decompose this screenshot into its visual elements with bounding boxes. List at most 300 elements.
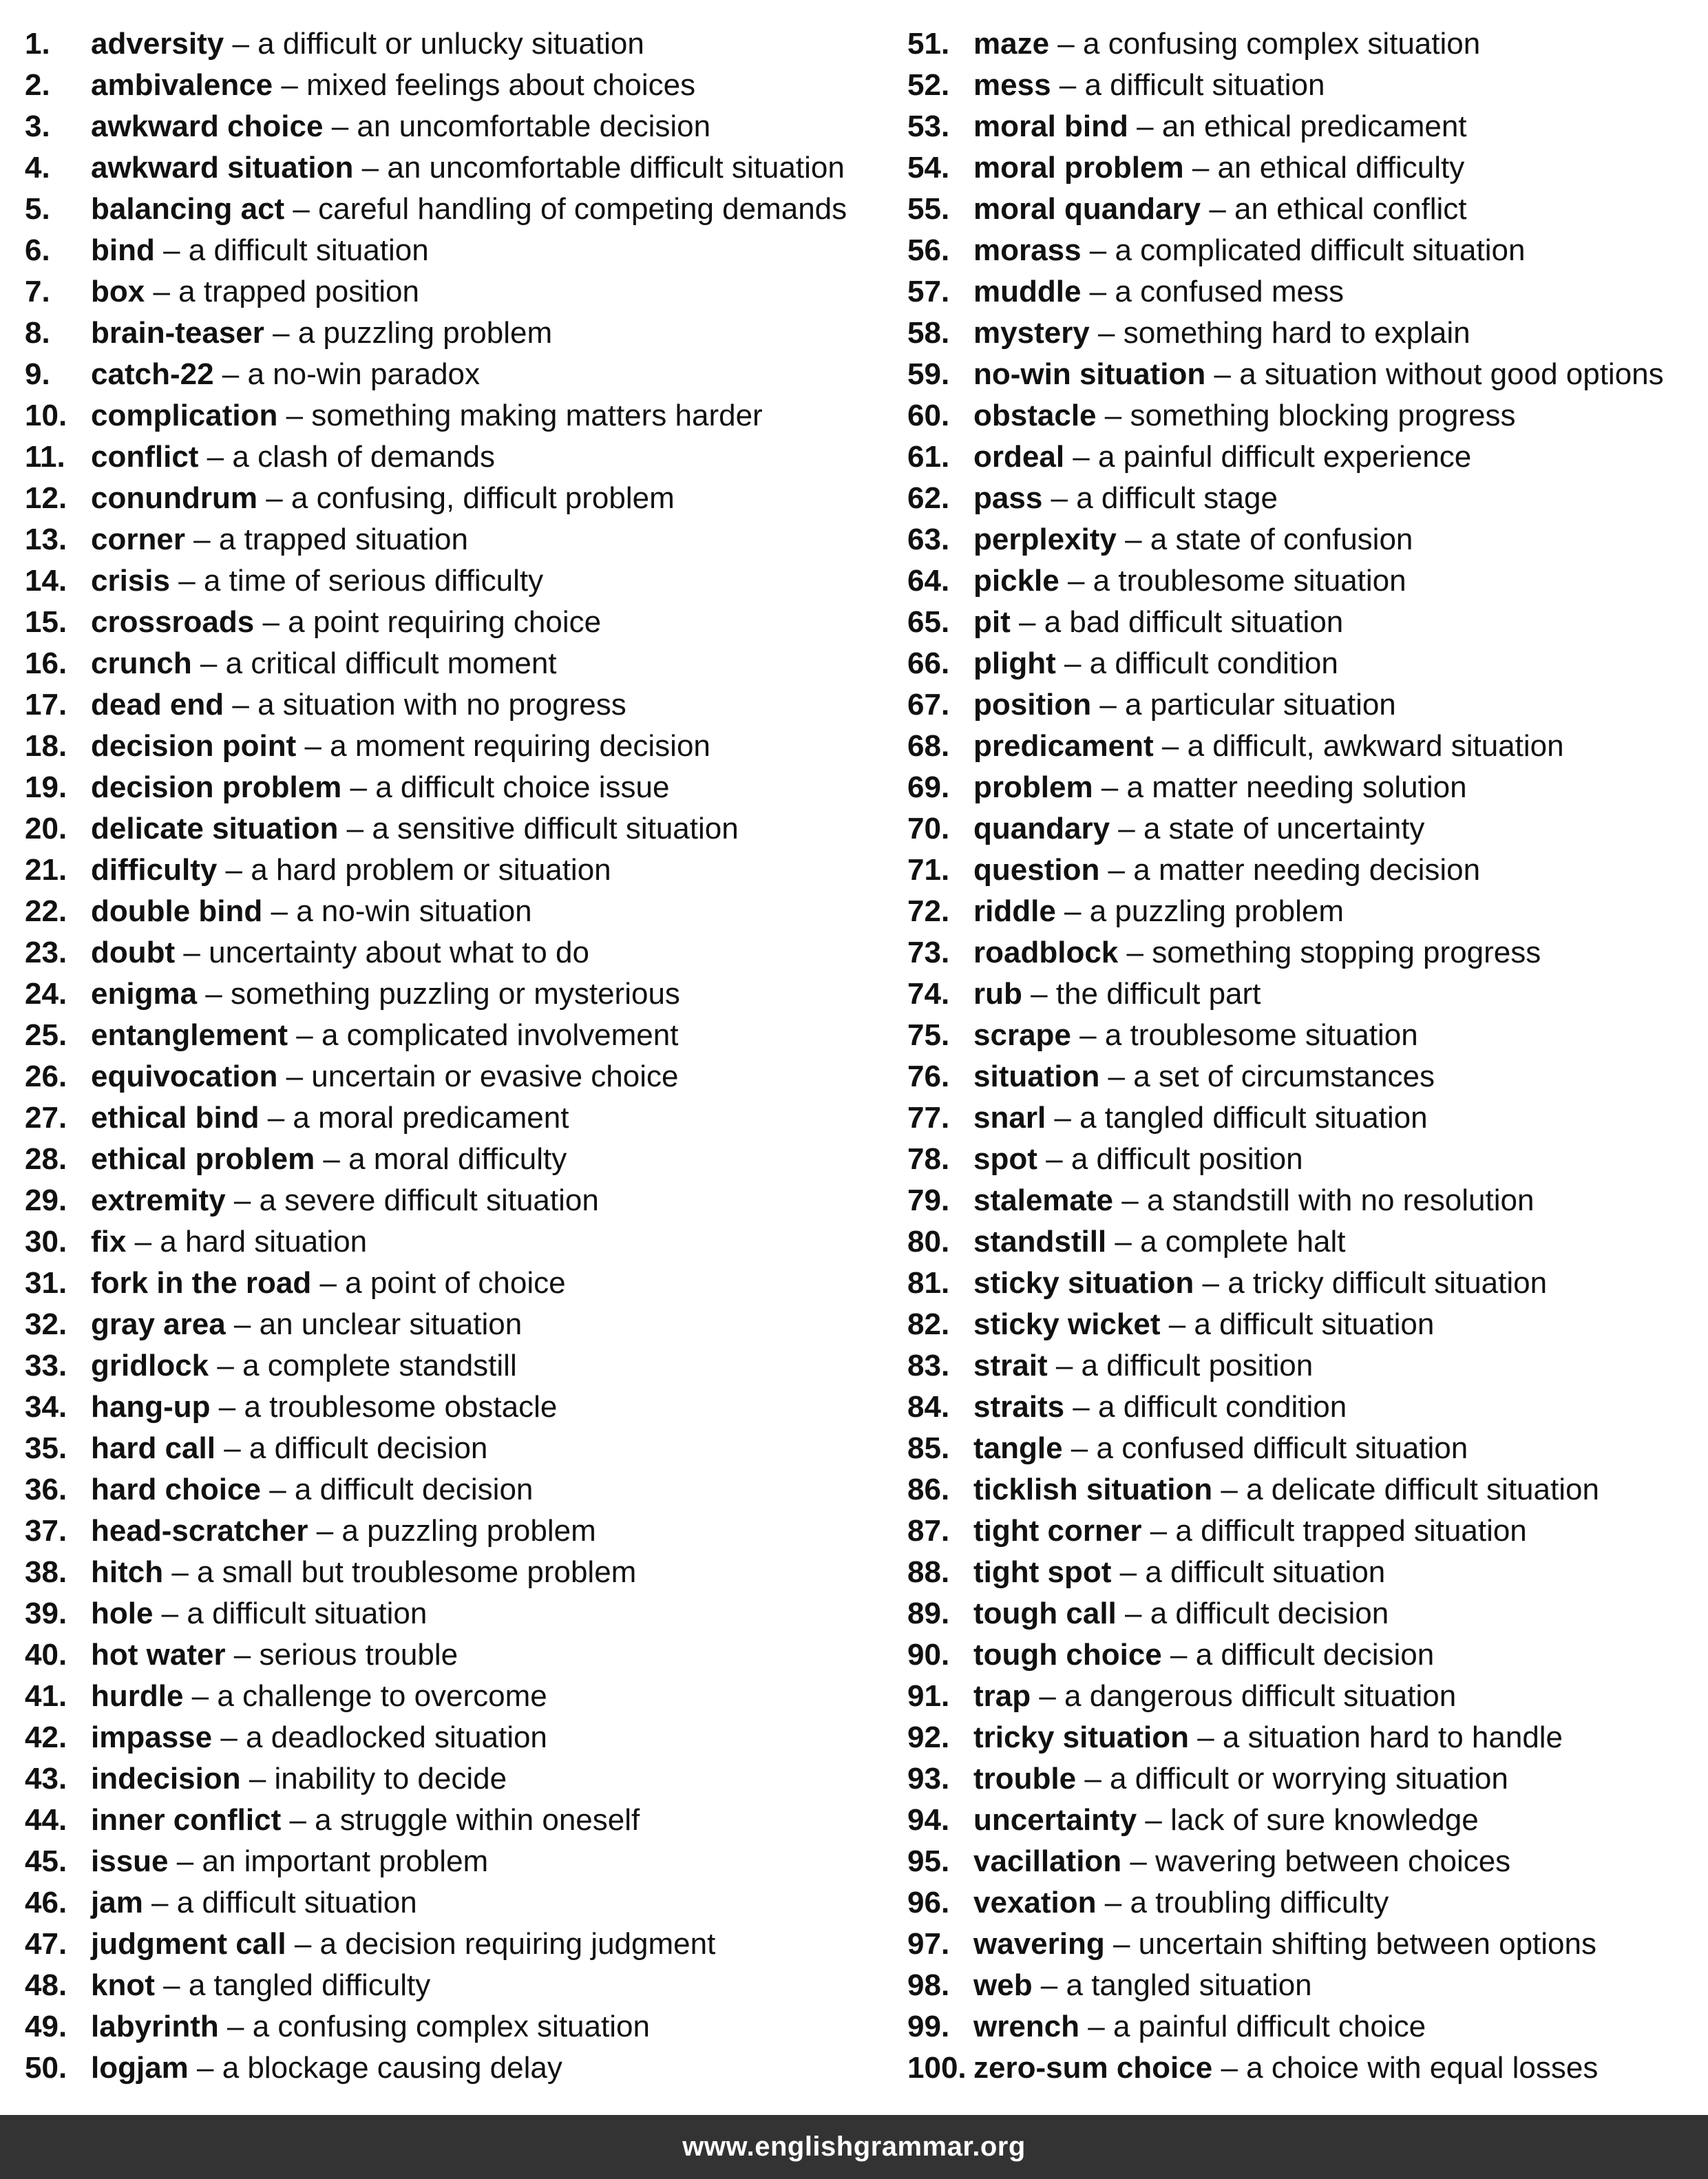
item-number: 100. bbox=[907, 2051, 967, 2085]
item-separator: – bbox=[1128, 109, 1162, 143]
item-separator: – bbox=[1118, 936, 1152, 969]
item-definition: a state of uncertainty bbox=[1143, 812, 1425, 845]
item-separator: – bbox=[262, 894, 297, 928]
list-item bbox=[907, 602, 1699, 643]
item-definition: a difficult position bbox=[1071, 1142, 1303, 1176]
item-number: 58. bbox=[907, 316, 950, 350]
list-item bbox=[25, 189, 878, 230]
item-separator: – bbox=[254, 605, 288, 639]
item-number: 83. bbox=[907, 1349, 950, 1382]
item-definition: a difficult situation bbox=[187, 1597, 428, 1630]
item-separator: – bbox=[284, 192, 319, 226]
item-separator: – bbox=[143, 1886, 177, 1919]
item-number: 25. bbox=[25, 1018, 67, 1052]
list-item bbox=[25, 1304, 878, 1345]
item-definition: a puzzling problem bbox=[297, 316, 553, 350]
item-number: 3. bbox=[25, 109, 50, 143]
list-item bbox=[907, 973, 1699, 1015]
item-term: tangle bbox=[973, 1431, 1063, 1465]
item-term: decision point bbox=[91, 729, 297, 763]
item-separator: – bbox=[308, 1514, 342, 1548]
item-term: perplexity bbox=[973, 523, 1117, 556]
item-definition: a hard problem or situation bbox=[251, 853, 611, 887]
item-term: hot water bbox=[91, 1638, 226, 1672]
item-separator: – bbox=[1212, 2051, 1247, 2085]
item-separator: – bbox=[1062, 1431, 1097, 1465]
item-separator: – bbox=[281, 1803, 315, 1837]
item-definition: a situation without good options bbox=[1239, 357, 1664, 391]
item-term: obstacle bbox=[973, 399, 1097, 432]
item-separator: – bbox=[1047, 1349, 1082, 1382]
item-number: 82. bbox=[907, 1307, 950, 1341]
item-number: 57. bbox=[907, 275, 950, 308]
item-separator: – bbox=[1194, 1266, 1228, 1300]
list-item bbox=[25, 1758, 878, 1800]
item-separator: – bbox=[1081, 233, 1115, 267]
item-term: catch-22 bbox=[91, 357, 214, 391]
item-separator: – bbox=[264, 316, 298, 350]
item-term: corner bbox=[91, 523, 185, 556]
item-separator: – bbox=[323, 109, 357, 143]
item-definition: a blockage causing delay bbox=[222, 2051, 562, 2085]
item-number: 27. bbox=[25, 1101, 67, 1135]
list-item bbox=[25, 2006, 878, 2048]
item-definition: a matter needing decision bbox=[1133, 853, 1481, 887]
item-definition: an ethical predicament bbox=[1161, 109, 1467, 143]
list-item bbox=[25, 560, 878, 602]
item-definition: a complicated involvement bbox=[321, 1018, 679, 1052]
list-item bbox=[25, 1015, 878, 1056]
item-number: 67. bbox=[907, 688, 950, 722]
item-number: 6. bbox=[25, 233, 50, 267]
item-number: 79. bbox=[907, 1183, 950, 1217]
item-separator: – bbox=[1046, 1101, 1080, 1135]
item-separator: – bbox=[154, 233, 189, 267]
item-definition: a complete halt bbox=[1140, 1225, 1346, 1259]
item-term: entanglement bbox=[91, 1018, 288, 1052]
item-separator: – bbox=[1089, 316, 1124, 350]
item-definition: a deadlocked situation bbox=[246, 1720, 547, 1754]
list-item bbox=[907, 891, 1699, 932]
item-term: strait bbox=[973, 1349, 1048, 1382]
item-definition: a painful difficult experience bbox=[1097, 440, 1472, 474]
item-definition: lack of sure knowledge bbox=[1170, 1803, 1479, 1837]
list-item bbox=[25, 1345, 878, 1387]
item-separator: – bbox=[210, 1390, 244, 1424]
item-separator: – bbox=[1049, 27, 1083, 61]
list-item bbox=[25, 1428, 878, 1469]
item-number: 71. bbox=[907, 853, 950, 887]
item-term: hard choice bbox=[91, 1473, 261, 1506]
list-item bbox=[907, 1015, 1699, 1056]
list-item bbox=[25, 271, 878, 313]
item-separator: – bbox=[341, 770, 376, 804]
item-separator: – bbox=[1037, 1142, 1071, 1176]
item-term: moral quandary bbox=[973, 192, 1201, 226]
item-term: trouble bbox=[973, 1762, 1077, 1796]
item-separator: – bbox=[215, 1431, 249, 1465]
item-definition: something puzzling or mysterious bbox=[230, 977, 680, 1011]
item-number: 60. bbox=[907, 399, 950, 432]
item-number: 37. bbox=[25, 1514, 67, 1548]
item-definition: the difficult part bbox=[1055, 977, 1261, 1011]
item-number: 26. bbox=[25, 1060, 67, 1093]
item-definition: inability to decide bbox=[274, 1762, 507, 1796]
item-term: brain-teaser bbox=[91, 316, 264, 350]
item-number: 64. bbox=[907, 564, 950, 598]
item-number: 77. bbox=[907, 1101, 950, 1135]
item-definition: a difficult situation bbox=[1194, 1307, 1435, 1341]
item-number: 19. bbox=[25, 770, 67, 804]
item-number: 2. bbox=[25, 68, 50, 102]
list-item bbox=[907, 932, 1699, 973]
list-item bbox=[25, 1924, 878, 1965]
list-item bbox=[25, 106, 878, 147]
item-definition: a painful difficult choice bbox=[1113, 2010, 1426, 2043]
list-item bbox=[25, 65, 878, 106]
list-item bbox=[25, 1263, 878, 1304]
item-term: rub bbox=[973, 977, 1022, 1011]
item-separator: – bbox=[338, 812, 372, 845]
item-number: 95. bbox=[907, 1844, 950, 1878]
item-definition: a difficult situation bbox=[176, 1886, 417, 1919]
item-term: ticklish situation bbox=[973, 1473, 1213, 1506]
list-item bbox=[25, 478, 878, 519]
item-number: 28. bbox=[25, 1142, 67, 1176]
list-item bbox=[25, 1882, 878, 1924]
item-term: impasse bbox=[91, 1720, 213, 1754]
item-number: 5. bbox=[25, 192, 50, 226]
item-definition: mixed feelings about choices bbox=[306, 68, 696, 102]
list-item bbox=[907, 1097, 1699, 1139]
item-separator: – bbox=[1081, 275, 1115, 308]
item-number: 97. bbox=[907, 1927, 950, 1961]
item-number: 7. bbox=[25, 275, 50, 308]
item-term: predicament bbox=[973, 729, 1154, 763]
list-item bbox=[907, 271, 1699, 313]
item-definition: something blocking progress bbox=[1130, 399, 1516, 432]
item-term: morass bbox=[973, 233, 1082, 267]
item-separator: – bbox=[224, 27, 258, 61]
item-number: 65. bbox=[907, 605, 950, 639]
item-separator: – bbox=[1091, 688, 1126, 722]
item-separator: – bbox=[1031, 1679, 1065, 1713]
item-term: enigma bbox=[91, 977, 198, 1011]
list-item bbox=[907, 1387, 1699, 1428]
item-number: 11. bbox=[25, 440, 65, 474]
item-definition: a tangled difficulty bbox=[188, 1968, 431, 2002]
item-separator: – bbox=[1116, 1597, 1150, 1630]
item-separator: – bbox=[218, 2010, 253, 2043]
item-term: sticky wicket bbox=[973, 1307, 1161, 1341]
list-item bbox=[907, 1263, 1699, 1304]
item-term: web bbox=[973, 1968, 1033, 2002]
item-number: 51. bbox=[907, 27, 950, 61]
item-term: quandary bbox=[973, 812, 1110, 845]
item-separator: – bbox=[1096, 399, 1130, 432]
item-separator: – bbox=[296, 729, 330, 763]
list-item bbox=[907, 2048, 1699, 2089]
item-separator: – bbox=[353, 151, 388, 185]
item-term: judgment call bbox=[91, 1927, 286, 1961]
item-definition: a difficult situation bbox=[188, 233, 429, 267]
item-separator: – bbox=[225, 1307, 260, 1341]
item-separator: – bbox=[273, 68, 307, 102]
list-item bbox=[907, 1510, 1699, 1552]
item-term: jam bbox=[91, 1886, 143, 1919]
item-term: zero-sum choice bbox=[973, 2051, 1213, 2085]
item-term: complication bbox=[91, 399, 278, 432]
item-number: 49. bbox=[25, 2010, 67, 2043]
item-number: 93. bbox=[907, 1762, 950, 1796]
item-number: 15. bbox=[25, 605, 67, 639]
item-number: 4. bbox=[25, 151, 50, 185]
item-definition: a troublesome situation bbox=[1104, 1018, 1418, 1052]
item-definition: a difficult, awkward situation bbox=[1187, 729, 1564, 763]
item-term: wrench bbox=[973, 2010, 1080, 2043]
item-separator: – bbox=[1051, 68, 1085, 102]
item-definition: a confused difficult situation bbox=[1096, 1431, 1468, 1465]
item-term: dead end bbox=[91, 688, 224, 722]
item-separator: – bbox=[1093, 770, 1127, 804]
list-item bbox=[907, 850, 1699, 891]
item-term: trap bbox=[973, 1679, 1031, 1713]
item-definition: an ethical difficulty bbox=[1217, 151, 1465, 185]
item-separator: – bbox=[1160, 1307, 1194, 1341]
item-separator: – bbox=[224, 688, 258, 722]
item-number: 68. bbox=[907, 729, 950, 763]
item-number: 78. bbox=[907, 1142, 950, 1176]
item-term: moral problem bbox=[973, 151, 1184, 185]
item-definition: a tricky difficult situation bbox=[1227, 1266, 1548, 1300]
item-definition: a point requiring choice bbox=[288, 605, 602, 639]
list-item bbox=[907, 147, 1699, 189]
item-definition: a struggle within oneself bbox=[315, 1803, 640, 1837]
item-number: 80. bbox=[907, 1225, 950, 1259]
item-term: no-win situation bbox=[973, 357, 1206, 391]
item-term: decision problem bbox=[91, 770, 342, 804]
item-term: question bbox=[973, 853, 1100, 887]
item-definition: a tangled difficult situation bbox=[1079, 1101, 1428, 1135]
item-definition: a difficult situation bbox=[1145, 1555, 1386, 1589]
item-separator: – bbox=[1055, 646, 1090, 680]
item-definition: a difficult or worrying situation bbox=[1110, 1762, 1508, 1796]
item-separator: – bbox=[1141, 1514, 1176, 1548]
item-term: tight corner bbox=[973, 1514, 1142, 1548]
item-definition: a difficult position bbox=[1081, 1349, 1314, 1382]
item-term: indecision bbox=[91, 1762, 241, 1796]
item-term: inner conflict bbox=[91, 1803, 282, 1837]
item-separator: – bbox=[1116, 523, 1150, 556]
list-item bbox=[907, 643, 1699, 684]
item-definition: a standstill with no resolution bbox=[1146, 1183, 1535, 1217]
item-number: 76. bbox=[907, 1060, 950, 1093]
list-item bbox=[907, 1345, 1699, 1387]
item-term: moral bind bbox=[973, 109, 1128, 143]
footer-bar bbox=[0, 2115, 1708, 2179]
item-definition: a confusing complex situation bbox=[252, 2010, 650, 2043]
item-definition: a difficult decision bbox=[249, 1431, 488, 1465]
item-definition: a difficult situation bbox=[1084, 68, 1325, 102]
item-definition: uncertain shifting between options bbox=[1138, 1927, 1596, 1961]
item-number: 66. bbox=[907, 646, 950, 680]
list-item bbox=[25, 519, 878, 560]
item-number: 33. bbox=[25, 1349, 67, 1382]
item-definition: a choice with equal losses bbox=[1246, 2051, 1599, 2085]
list-item bbox=[25, 932, 878, 973]
list-item bbox=[907, 436, 1699, 478]
item-term: bind bbox=[91, 233, 155, 267]
item-number: 54. bbox=[907, 151, 950, 185]
item-definition: a point of choice bbox=[345, 1266, 566, 1300]
item-separator: – bbox=[1032, 1968, 1066, 2002]
item-separator: – bbox=[163, 1555, 198, 1589]
item-separator: – bbox=[1153, 729, 1188, 763]
item-definition: uncertainty about what to do bbox=[209, 936, 589, 969]
item-number: 24. bbox=[25, 977, 67, 1011]
list-item bbox=[25, 1965, 878, 2006]
item-number: 47. bbox=[25, 1927, 67, 1961]
list-item bbox=[907, 1924, 1699, 1965]
list-item bbox=[25, 684, 878, 726]
list-item bbox=[907, 726, 1699, 767]
item-term: problem bbox=[973, 770, 1093, 804]
list-item bbox=[907, 1056, 1699, 1097]
item-term: equivocation bbox=[91, 1060, 278, 1093]
item-term: spot bbox=[973, 1142, 1037, 1176]
item-definition: a confusing, difficult problem bbox=[291, 481, 675, 515]
item-number: 17. bbox=[25, 688, 67, 722]
item-separator: – bbox=[184, 523, 219, 556]
item-separator: – bbox=[1096, 1886, 1130, 1919]
item-term: fork in the road bbox=[91, 1266, 312, 1300]
item-definition: a situation hard to handle bbox=[1222, 1720, 1563, 1754]
item-separator: – bbox=[1205, 357, 1240, 391]
item-number: 9. bbox=[25, 357, 50, 391]
list-item bbox=[907, 1221, 1699, 1263]
item-number: 73. bbox=[907, 936, 950, 969]
item-term: adversity bbox=[91, 27, 224, 61]
item-separator: – bbox=[191, 646, 226, 680]
list-item bbox=[907, 1965, 1699, 2006]
list-item bbox=[25, 1717, 878, 1758]
item-separator: – bbox=[225, 1638, 260, 1672]
item-term: doubt bbox=[91, 936, 176, 969]
item-number: 88. bbox=[907, 1555, 950, 1589]
item-definition: an uncomfortable difficult situation bbox=[387, 151, 845, 185]
item-separator: – bbox=[277, 1060, 312, 1093]
item-separator: – bbox=[169, 564, 204, 598]
list-item bbox=[25, 973, 878, 1015]
item-term: difficulty bbox=[91, 853, 218, 887]
item-separator: – bbox=[1111, 1555, 1146, 1589]
item-separator: – bbox=[286, 1927, 320, 1961]
item-definition: a sensitive difficult situation bbox=[372, 812, 739, 845]
item-definition: a critical difficult moment bbox=[225, 646, 557, 680]
item-term: situation bbox=[973, 1060, 1100, 1093]
item-definition: a set of circumstances bbox=[1133, 1060, 1435, 1093]
item-number: 46. bbox=[25, 1886, 67, 1919]
item-term: wavering bbox=[973, 1927, 1105, 1961]
item-number: 23. bbox=[25, 936, 67, 969]
list-item bbox=[25, 1469, 878, 1510]
item-number: 81. bbox=[907, 1266, 950, 1300]
item-number: 87. bbox=[907, 1514, 950, 1548]
item-separator: – bbox=[260, 1473, 295, 1506]
item-term: ambivalence bbox=[91, 68, 273, 102]
list-item bbox=[907, 1634, 1699, 1676]
list-item bbox=[25, 313, 878, 354]
item-term: vexation bbox=[973, 1886, 1097, 1919]
item-number: 48. bbox=[25, 1968, 67, 2002]
list-item bbox=[907, 313, 1699, 354]
item-number: 13. bbox=[25, 523, 67, 556]
item-term: hurdle bbox=[91, 1679, 184, 1713]
item-number: 69. bbox=[907, 770, 950, 804]
item-definition: an unclear situation bbox=[259, 1307, 523, 1341]
item-definition: a delicate difficult situation bbox=[1246, 1473, 1599, 1506]
item-term: roadblock bbox=[973, 936, 1119, 969]
item-term: snarl bbox=[973, 1101, 1046, 1135]
list-item bbox=[25, 1593, 878, 1634]
list-item bbox=[25, 1221, 878, 1263]
item-number: 62. bbox=[907, 481, 950, 515]
list-item bbox=[907, 1304, 1699, 1345]
item-term: crunch bbox=[91, 646, 192, 680]
item-number: 70. bbox=[907, 812, 950, 845]
list-item bbox=[25, 891, 878, 932]
item-separator: – bbox=[212, 1720, 246, 1754]
list-item bbox=[907, 354, 1699, 395]
list-item bbox=[907, 560, 1699, 602]
item-separator: – bbox=[288, 1018, 321, 1052]
item-definition: a difficult or unlucky situation bbox=[257, 27, 644, 61]
list-item bbox=[25, 1800, 878, 1841]
item-number: 16. bbox=[25, 646, 67, 680]
item-definition: a difficult trapped situation bbox=[1175, 1514, 1527, 1548]
list-item bbox=[907, 1800, 1699, 1841]
item-definition: serious trouble bbox=[259, 1638, 458, 1672]
list-item bbox=[907, 1552, 1699, 1593]
item-term: tough call bbox=[973, 1597, 1117, 1630]
list-item bbox=[907, 230, 1699, 271]
item-number: 72. bbox=[907, 894, 950, 928]
item-separator: – bbox=[1106, 1225, 1141, 1259]
list-item bbox=[25, 395, 878, 436]
item-definition: a bad difficult situation bbox=[1044, 605, 1344, 639]
list-item bbox=[907, 2006, 1699, 2048]
list-item bbox=[907, 1841, 1699, 1882]
item-term: awkward situation bbox=[91, 151, 354, 185]
item-definition: a difficult decision bbox=[294, 1473, 534, 1506]
list-item bbox=[25, 354, 878, 395]
item-separator: – bbox=[1042, 481, 1077, 515]
list-item bbox=[25, 1180, 878, 1221]
list-item bbox=[907, 1469, 1699, 1510]
item-definition: a challenge to overcome bbox=[217, 1679, 547, 1713]
item-number: 94. bbox=[907, 1803, 950, 1837]
item-term: ordeal bbox=[973, 440, 1065, 474]
item-separator: – bbox=[1064, 440, 1098, 474]
item-number: 43. bbox=[25, 1762, 67, 1796]
item-number: 45. bbox=[25, 1844, 67, 1878]
list-item bbox=[25, 1841, 878, 1882]
item-definition: a difficult condition bbox=[1089, 646, 1338, 680]
item-definition: a small but troublesome problem bbox=[197, 1555, 637, 1589]
item-term: conundrum bbox=[91, 481, 257, 515]
item-term: delicate situation bbox=[91, 812, 339, 845]
item-number: 35. bbox=[25, 1431, 67, 1465]
